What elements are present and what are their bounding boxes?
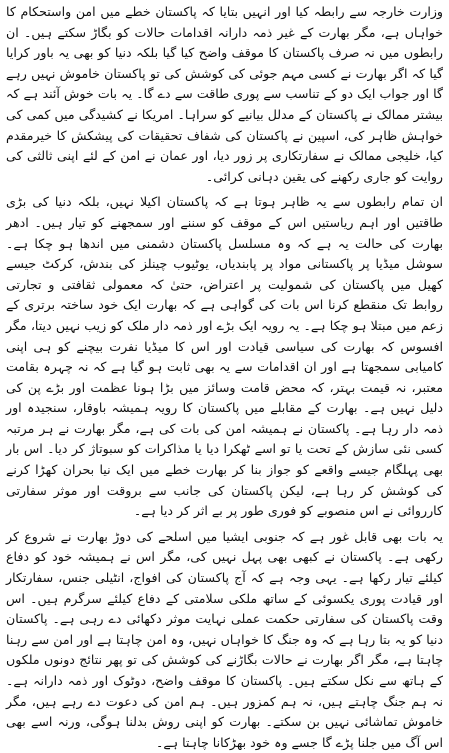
article-paragraph: وزارت خارجہ سے رابطہ کیا اور انہیں بتایا کہ پاکستان خطے میں امن واستحکام کا خواہاں ہے، مگر بھارت کے غیر ذمہ دارانہ اقدامات حالات کو بگاڑ سکتے ہیں۔ ان رابطوں میں نہ صرف پاکستان کا موقف واضح کیا گیا بلکہ دنیا کو بھی یہ باور کرایا گیا کہ اگر بھارت نے کسی مہم جوئی کی کوشش کی تو پاکستان خاموش نہیں رہے گا اور جواب ایک دو کے تناسب سے پوری طاقت سے دے گا۔ یہ بات خوش آئند ہے کہ بیشتر ممالک نے پاکستان کے مدلل بیانیے کو سراہا۔ امریکا نے کشیدگی میں کمی کی خواہش ظاہر کی، اسپین نے پاکستان کی شفاف تحقیقات کی پیشکش کا خیرمقدم کیا، خلیجی ممالک نے سفارتکاری پر زور دیا، اور عمان نے امن کے لئے اپنی ثالثی کی روایت کو جاری رکھنے کی یقین دہانی کرائی۔ (6, 4, 443, 184)
article-paragraph: یہ بات بھی قابل غور ہے کہ جنوبی ایشیا میں اسلحے کی دوڑ بھارت نے شروع کر رکھی ہے۔ پاکستان نے کبھی بھی پہل نہیں کی، مگر اس نے ہمیشہ خود کو دفاع کیلئے تیار رکھا ہے۔ یہی وجہ ہے کہ آج پاکستان کی افواج، انٹیلی جنس، سفارتکار اور قیادت پوری یکسوئی کے ساتھ ملکی سلامتی کے دفاع کیلئے سرگرم ہیں۔ اس وقت پاکستان کی سفارتی حکمت عملی نہایت موثر دکھائی دے رہی ہے۔ پاکستان دنیا کو یہ بتا رہا ہے کہ وہ جنگ کا خواہاں نہیں، وہ امن چاہتا ہے اور امن سے رہنا چاہتا ہے، مگر اگر بھارت نے حالات بگاڑنے کی کوشش کی تو پھر نتائج دونوں ملکوں کے ہاتھ سے نکل سکتے ہیں۔ پاکستان کا موقف واضح، دوٹوک اور ذمہ دارانہ ہے۔ نہ ہم جنگ چاہتے ہیں، نہ ہم کمزور ہیں۔ ہم امن کی دعوت دے رہے ہیں، مگر خاموش تماشائی نہیں بن سکتے۔ بھارت کو اپنی روش بدلنا ہوگی، ورنہ اسے بھی اس آگ میں جلنا پڑے گا جسے وہ خود بھڑکانا چاہتا ہے۔ (6, 528, 443, 750)
article-body (6, 2, 443, 753)
article-paragraph: ان تمام رابطوں سے یہ ظاہر ہوتا ہے کہ پاکستان اکیلا نہیں، بلکہ دنیا کی بڑی طاقتیں اور اہم ریاستیں اس کے موقف کو سننے اور سمجھنے کو تیار ہیں۔ ادھر بھارت کی حالت یہ ہے کہ وہ مسلسل پاکستان دشمنی میں اندھا ہو چکا ہے۔ سوشل میڈیا پر پاکستانی مواد پر پابندیاں، یوٹیوب چینلز کی بندش، کرکٹ جیسے کھیل میں پاکستان کی شمولیت پر اعتراض، حتیٰ کہ معمولی ثقافتی و تجارتی روابط تک منقطع کرنا اس بات کی گواہی ہے کہ بھارت ایک خود ساختہ برتری کے زعم میں مبتلا ہو چکا ہے۔ یہ رویہ ایک بڑے اور ذمہ دار ملک کو زیب نہیں دیتا، مگر افسوس کہ بھارت کی سیاسی قیادت اور اس کا میڈیا نفرت بیچنے کو ہی اپنی کامیابی سمجھتا ہے اور ان اقدامات سے یہ بھی ثابت ہو گیا ہے کہ نہ چہرہ بقامت معتبر، نہ قیمت بہتر، کہ محض قامت وسائز میں بڑا ہونا عظمت اور بڑے پن کی دلیل نہیں ہے۔ بھارت کے مقابلے میں پاکستان کا رویہ ہمیشہ باوقار، سنجیدہ اور ذمہ دار رہا ہے۔ پاکستان نے ہمیشہ امن کی بات کی ہے، مگر بھارت نے ہر مرتبہ کسی نئی سازش کے تحت یا تو اسے ٹھکرا دیا یا مذاکرات کو سبوتاژ کر دیا۔ اس بار بھی پہلگام جیسے واقعے کو جواز بنا کر بھارت خطے میں ایک نیا بحران کھڑا کرنے کی کوشش کر رہا ہے، لیکن پاکستان کی جانب سے بروقت اور موثر سفارتی کارروائی نے اس منصوبے کو فوری طور پر بے اثر کر دیا ہے۔ (6, 194, 443, 519)
